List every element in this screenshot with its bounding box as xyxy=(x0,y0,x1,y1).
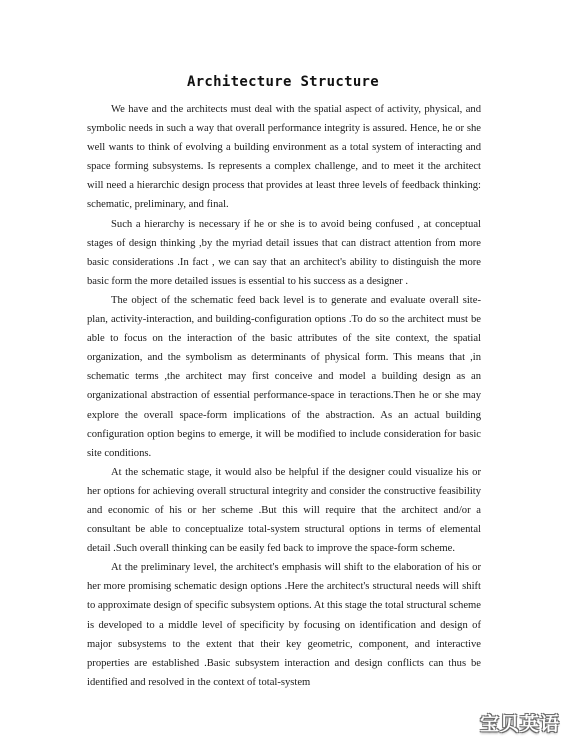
document-body xyxy=(87,100,481,692)
paragraph: Such a hierarchy is necessary if he or she is to avoid being confused , at conceptual stages of design thinking ,by the myriad detail issues that can distract attention from more basic considerations .In fact , we can say that an architect's ability to distinguish the more basic form the more detailed issues is essential to his success as a designer . xyxy=(87,218,481,287)
paragraph: The object of the schematic feed back level is to generate and evaluate overall site-plan, activity-interaction, and building-configuration options .To do so the architect must be able to focus on the interaction of the basic attributes of the site context, the spatial organization, and the symbolism as determinants of physical form. This means that ,in schematic terms ,the architect may first conceive and model a building design as an organizational abstraction of essential performance-space in teractions.Then he or she may explore the overall space-form implications of the abstraction. As an actual building configuration option begins to emerge, it will be modified to include consideration for basic site conditions. xyxy=(87,294,481,459)
page-title: Architecture Structure xyxy=(186,74,380,90)
paragraph: We have and the architects must deal with the spatial aspect of activity, physical, and symbolic needs in such a way that overall performance integrity is assured. Hence, he or she well wants to think of evolving a building environment as a total system of interacting and space forming subsystems. Is represents a complex challenge, and to meet it the architect will need a hierarchic design process that provides at least three levels of feedback thinking: schematic, preliminary, and final. xyxy=(87,104,481,211)
paragraph: At the schematic stage, it would also be helpful if the designer could visualize his or her options for achieving overall structural integrity and consider the constructive feasibility and economic of his or her scheme .But this will require that the architect and/or a consultant be able to conceptualize total-system structural options in terms of elemental detail .Such overall thinking can be easily fed back to improve the space-form scheme. xyxy=(87,466,481,555)
watermark-logo: 宝贝英语 xyxy=(479,713,560,735)
paragraph: At the preliminary level, the architect's emphasis will shift to the elaboration of his or her more promising schematic design options .Here the architect's structural needs will shift to approximate design of specific subsystem options. At this stage the total structural scheme is developed to a middle level of specificity by focusing on identification and design of major subsystems to the extent that their key geometric, component, and interactive properties are established .Basic subsystem interaction and design conflicts can thus be identified and resolved in the context of total-system xyxy=(87,562,481,688)
